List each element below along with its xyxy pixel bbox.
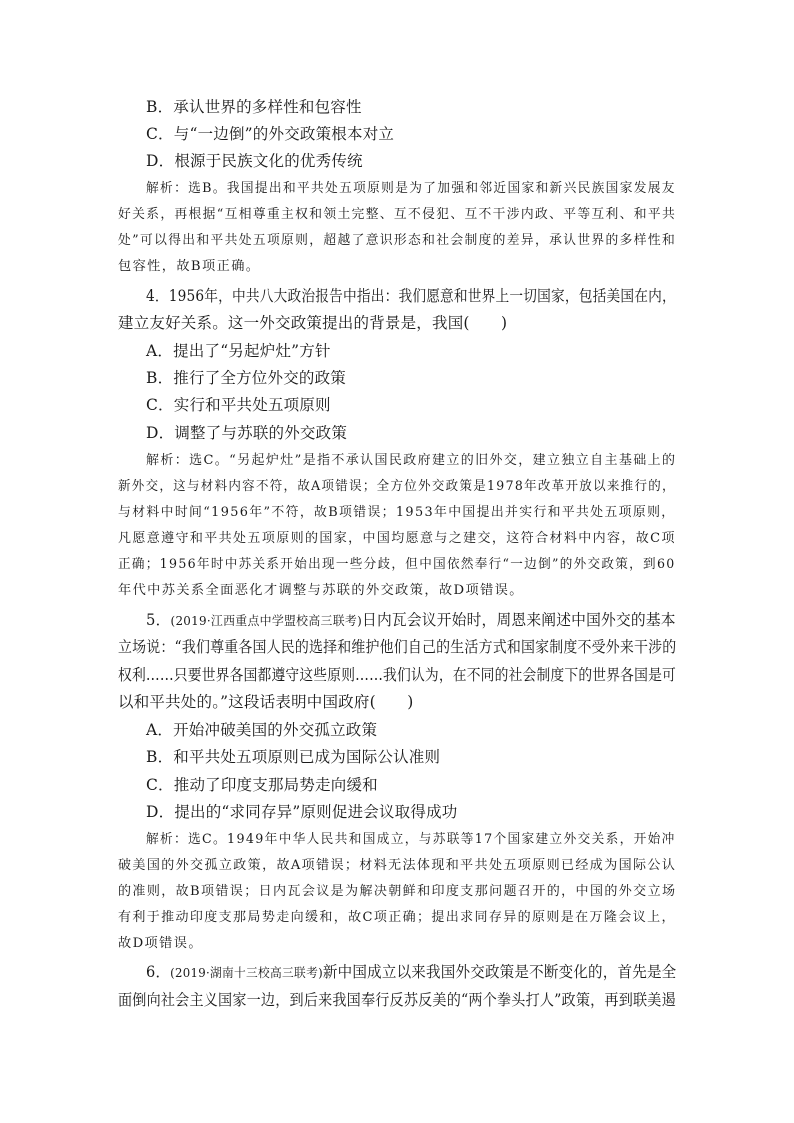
q4-stem-line: 4．1956年，中共八大政治报告中指出：我们愿意和世界上一切国家，包括美国在内， <box>146 287 676 305</box>
q4-analysis-line: 凡愿意遵守和平共处五项原则的国家，中国均愿意与之建交，这符合材料中内容，故C项 <box>118 531 676 546</box>
q4-option-d: D．调整了与苏联的外交政策 <box>146 424 348 442</box>
q5-number: 5． <box>146 611 171 629</box>
q5-analysis-line: 的准则，故B项错误；日内瓦会议是为解决朝鲜和印度支那问题召开的，中国的外交立场 <box>118 884 677 899</box>
q4-analysis-line: 正确；1956年时中苏关系开始出现一些分歧，但中国依然奉行“一边倒”的外交政策，到60 <box>118 557 676 572</box>
q3-analysis-line: 好关系，再根据“互相尊重主权和领土完整、互不侵犯、互不干涉内政、平等互利、和平共 <box>118 207 677 222</box>
q4-option-a: A．提出了“另起炉灶”方针 <box>146 342 331 360</box>
q5-analysis-line: 解析：选C。1949年中华人民共和国成立，与苏联等17个国家建立外交关系，开始冲 <box>146 832 676 847</box>
q5-option-c: C．推动了印度支那局势走向缓和 <box>146 776 378 794</box>
q4-option-c: C．实行和平共处五项原则 <box>146 396 331 414</box>
q6-source: (2019·湖南十三校高三联考) <box>170 965 323 980</box>
q6-stem-text: 新中国成立以来我国外交政策是不断变化的，首先是全 <box>322 963 677 981</box>
q5-stem-line: 以和平共处的。”这段话表明中国政府( ) <box>118 693 414 711</box>
q6-number: 6． <box>146 963 171 981</box>
q6-stem-first-line <box>146 962 676 983</box>
q5-stem-line: 立场说：“我们尊重各国人民的选择和维护他们自己的生活方式和国家制度不受外来干涉的 <box>118 638 677 656</box>
q3-analysis-line: 处”可以得出和平共处五项原则，超越了意识形态和社会制度的差异，承认世界的多样性和 <box>118 233 677 248</box>
q3-option-b: B．承认世界的多样性和包容性 <box>146 98 362 116</box>
q4-analysis-line: 解析：选C。“另起炉灶”是指不承认国民政府建立的旧外交，建立独立自主基础上的 <box>146 453 677 468</box>
q4-stem-line: 建立友好关系。这一外交政策提出的背景是，我国( ) <box>118 314 508 332</box>
q5-option-b: B．和平共处五项原则已成为国际公认准则 <box>146 748 441 766</box>
q5-option-a: A．开始冲破美国的外交孤立政策 <box>146 721 378 739</box>
q3-analysis-line: 包容性，故B项正确。 <box>118 259 261 274</box>
q5-option-d: D．提出的“求同存异”原则促进会议取得成功 <box>146 803 458 821</box>
q4-option-b: B．推行了全方位外交的政策 <box>146 369 346 387</box>
q4-analysis-line: 与材料中时间“1956年”不符，故B项错误；1953年中国提出并实行和平共处五项原则， <box>118 505 676 520</box>
q3-option-d: D．根源于民族文化的优秀传统 <box>146 152 363 170</box>
q3-option-c: C．与“一边倒”的外交政策根本对立 <box>146 125 395 143</box>
q5-stem-first-line <box>146 610 676 631</box>
q5-analysis-line: 有利于推动印度支那局势走向缓和，故C项正确；提出求同存异的原则是在万隆会议上， <box>118 910 676 925</box>
q5-analysis-line: 故D项错误。 <box>118 936 203 951</box>
q4-analysis-line: 年代中苏关系全面恶化才调整与苏联的外交政策，故D项错误。 <box>118 583 524 598</box>
q3-analysis-line: 解析：选B。我国提出和平共处五项原则是为了加强和邻近国家和新兴民族国家发展友 <box>146 181 676 196</box>
q5-analysis-line: 破美国的外交孤立政策，故A项错误；材料无法体现和平共处五项原则已经成为国际公认 <box>118 858 677 873</box>
q5-stem-line: 权利……只要世界各国都遵守这些原则……我们认为，在不同的社会制度下的世界各国是可 <box>118 666 676 684</box>
q4-analysis-line: 新外交，这与材料内容不符，故A项错误；全方位外交政策是1978年改革开放以来推行的， <box>118 479 676 494</box>
q5-stem-text: 日内瓦会议开始时，周恩来阐述中国外交的基本 <box>362 611 676 629</box>
q6-stem-line: 面倒向社会主义国家一边，到后来我国奉行反苏反美的“两个拳头打人”政策，再到联美遏 <box>118 991 676 1009</box>
q5-source: (2019·江西重点中学盟校高三联考) <box>170 613 363 628</box>
